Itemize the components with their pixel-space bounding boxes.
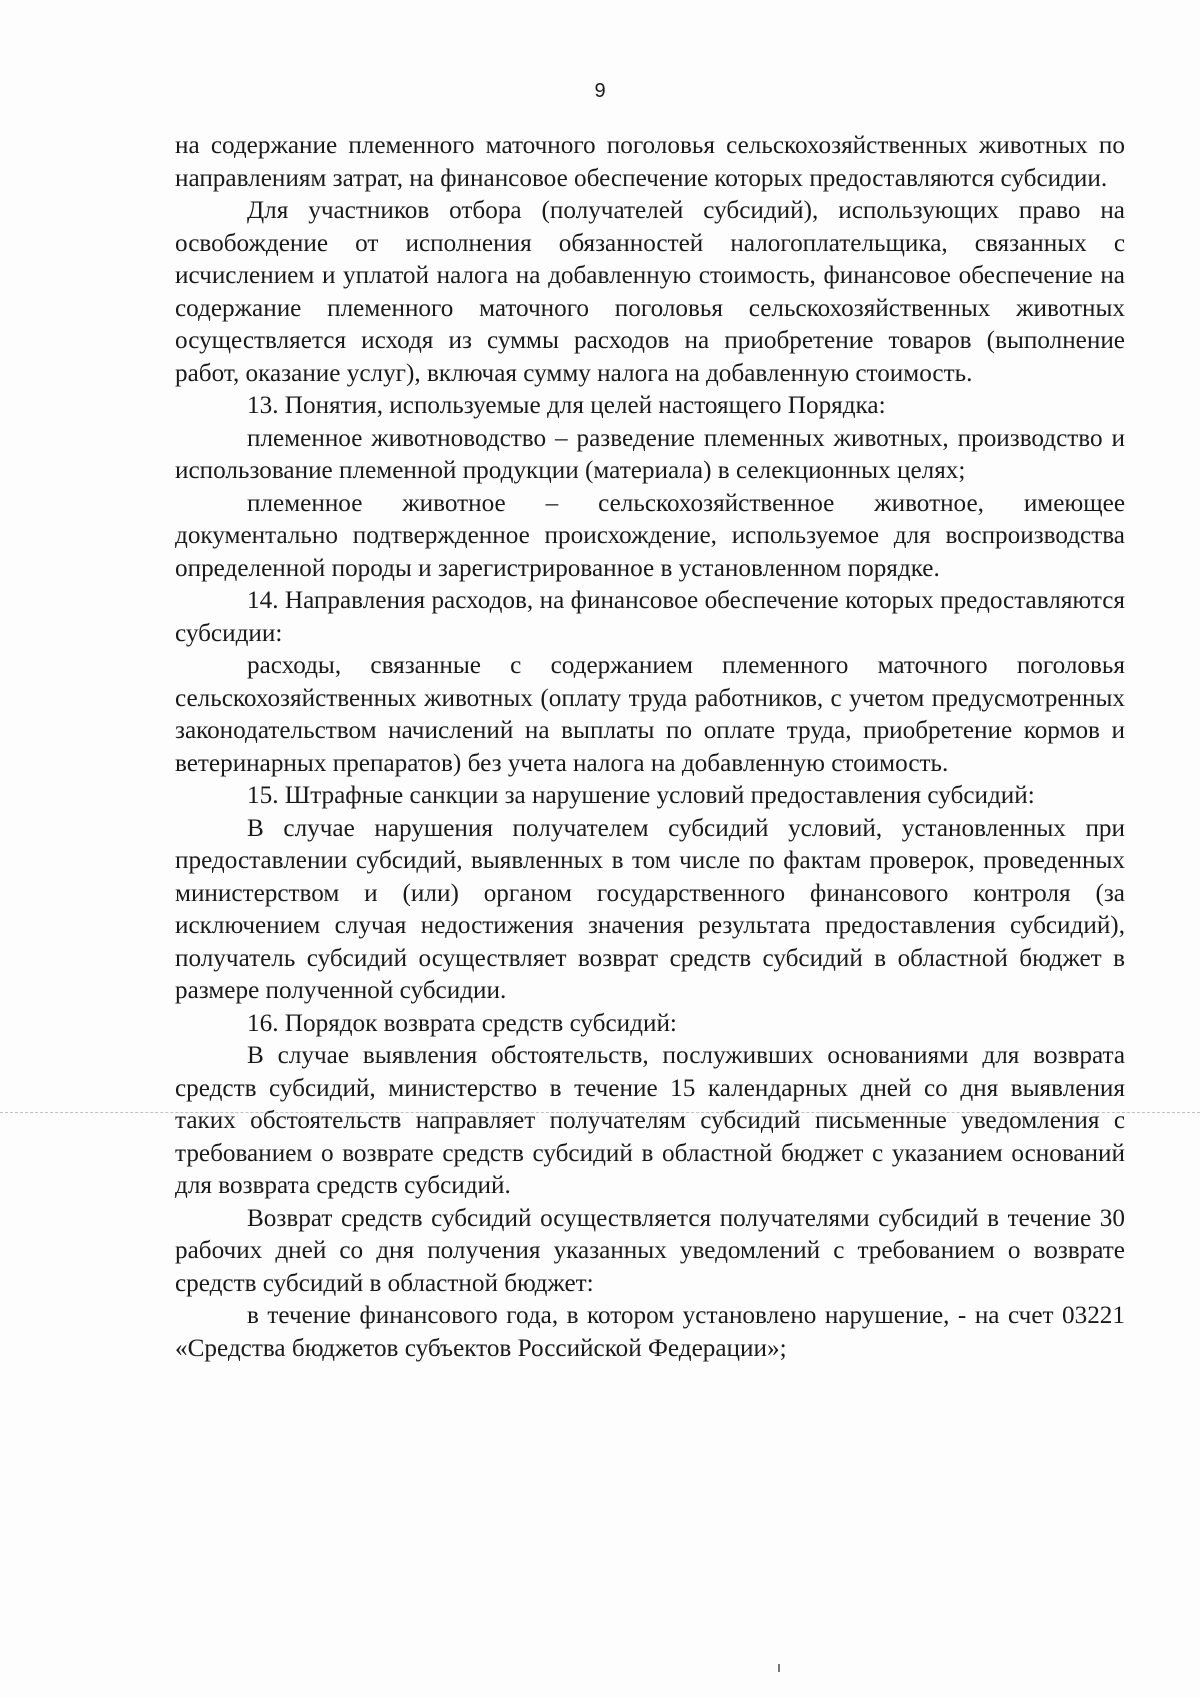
scan-artifact-line	[0, 1112, 1200, 1113]
section-15-heading: 15. Штрафные санкции за нарушение условий предоставления субсидий:	[247, 782, 1035, 809]
paragraph-continuation: на содержание племенного маточного поголовья сельскохозяйственных животных по направлениям затрат, на финансовое обеспечение которых предоставляются субсидии.	[175, 132, 1125, 192]
section-14-heading: 14. Направления расходов, на финансовое обеспечение которых предоставляются субсидии:	[175, 587, 1125, 647]
paragraph-account: в течение финансового года, в котором установлено нарушение, - на счет 03221 «Средства бюджетов субъектов Российской Федерации»;	[175, 1302, 1125, 1362]
paragraph-vat-exemption: Для участников отбора (получателей субсидий), использующих право на освобождение от исполнения обязанностей налогоплательщика, связанных с исчислением и уплатой налога на добавленную стоимость, финансовое обеспечение на содержание племенного маточного поголовья сельскохозяйственных животных осуществляется исходя из суммы расходов на приобретение товаров (выполнение работ, оказание услуг), включая сумму налога на добавленную стоимость.	[175, 197, 1125, 387]
paragraph-expenses: расходы, связанные с содержанием племенного маточного поголовья сельскохозяйственных животных (оплату труда работников, с учетом предусмотренных законодательством начислений на выплаты по оплате труда, приобретение кормов и ветеринарных препаратов) без учета налога на добавленную стоимость.	[175, 652, 1125, 777]
definition-breeding-husbandry: племенное животноводство – разведение племенных животных, производство и использование племенной продукции (материала) в селекционных целях;	[175, 424, 1125, 484]
paragraph-notification: В случае выявления обстоятельств, послуживших основаниями для возврата средств субсидий, министерство в течение 15 календарных дней со дня выявления таких обстоятельств направляет получателям субсидий письменные уведомления с требованием о возврате средств субсидий в областной бюджет с указанием оснований для возврата средств субсидий.	[175, 1042, 1125, 1199]
section-13-heading: 13. Понятия, используемые для целей настоящего Порядка:	[247, 392, 886, 419]
paragraph-violation: В случае нарушения получателем субсидий условий, установленных при предоставлении субсидий, выявленных в том числе по фактам проверок, проведенных министерством и (или) органом государственного финансового контроля (за исключением случая недостижения значения результата предоставления субсидий), получатель субсидий осуществляет возврат средств субсидий в областной бюджет в размере полученной субсидии.	[175, 814, 1125, 1004]
page-number: 9	[594, 80, 606, 102]
paragraph-return-terms: Возврат средств субсидий осуществляется получателями субсидий в течение 30 рабочих дней со дня получения указанных уведомлений с требованием о возврате средств субсидий в областной бюджет:	[175, 1204, 1125, 1297]
scan-artifact-dot	[778, 1664, 780, 1672]
document-body	[175, 130, 1125, 1365]
section-16-heading: 16. Порядок возврата средств субсидий:	[247, 1009, 677, 1037]
definition-breeding-animal: племенное животное – сельскохозяйственное животное, имеющее документально подтвержденное происхождение, используемое для воспроизводства определенной породы и зарегистрированное в установленном порядке.	[175, 489, 1125, 582]
